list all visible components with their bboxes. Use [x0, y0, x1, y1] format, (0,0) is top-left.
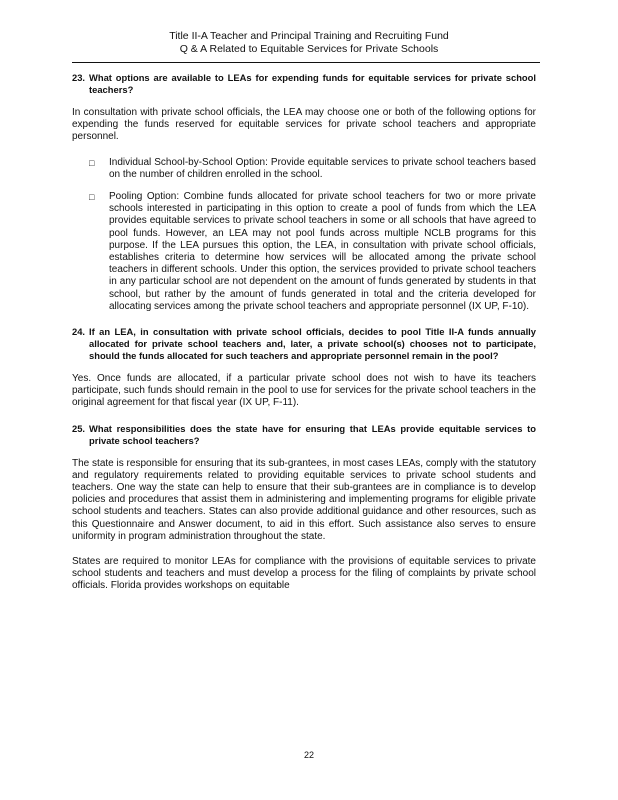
- header-title-line2: Q & A Related to Equitable Services for Private Schools: [179, 43, 439, 55]
- question-number: 25.: [72, 422, 86, 434]
- question-text: What responsibilities does the state have for ensuring that LEAs provide equitable services to private school teachers?: [89, 422, 536, 446]
- question-text: What options are available to LEAs for expending funds for equitable services for private school teachers?: [89, 72, 536, 95]
- question-23: [72, 72, 536, 96]
- question-24: [72, 326, 536, 362]
- question-number: 24.: [72, 326, 86, 338]
- question-text: If an LEA, in consultation with private school officials, decides to pool Title II-A funds annually allocated for private school teachers and, later, a private school(s) chooses not to participate, should the funds allocated for such teachers and appropriate personnel remain in the pool?: [89, 326, 536, 362]
- answer-23-intro: In consultation with private school officials, the LEA may choose one or both of the following options for expending the funds reserved for equitable services for private school teachers and appropriate personnel.: [72, 107, 536, 143]
- list-item-text: Individual School-by-School Option: Provide equitable services to private school teachers based on the number of children enrolled in the school.: [109, 156, 536, 180]
- page-content: [72, 72, 536, 606]
- question-25: [72, 423, 536, 447]
- header-title-line1: Title II-A Teacher and Principal Training and Recruiting Fund: [169, 30, 449, 42]
- answer-25-paragraph-2: States are required to monitor LEAs for compliance with the provisions of equitable services to private school students and teachers and must develop a process for the filing of complaints by private school officials. Florida provides workshops on equitable: [72, 556, 536, 592]
- page-number: 22: [303, 750, 314, 760]
- question-number: 23.: [72, 72, 86, 83]
- bullet-box-icon: □: [89, 192, 95, 203]
- header-divider: [72, 62, 540, 63]
- bullet-box-icon: □: [89, 157, 95, 168]
- list-item: [72, 157, 536, 181]
- list-item: [72, 191, 536, 313]
- answer-24: Yes. Once funds are allocated, if a particular private school does not wish to have its teachers participate, such funds should remain in the pool to use for services for the private school teachers in the original agreement for that fiscal year (IX UP, F-11).: [72, 373, 536, 409]
- answer-23-options-list: [72, 157, 536, 313]
- answer-25-paragraph-1: The state is responsible for ensuring that its sub-grantees, in most cases LEAs, comply with the statutory and regulatory requirements related to providing equitable services to private school students and teachers. One way the state can help to ensure that their sub-grantees are in compliance is to develop policies and procedures that assist them in administering and implementing programs for eligible private school students and teachers. States can also provide additional guidance and other resources, such as this Questionnaire and Answer document, to aid in this effort. Such assistance also serves to ensure uniformity in program administration throughout the state.: [72, 457, 536, 542]
- page-header: [0, 30, 618, 56]
- list-item-text: Pooling Option: Combine funds allocated for private school teachers for two or more private schools interested in participating in this option to create a pool of funds from which the LEA provides equitable services to private school teachers in some or all schools that have agreed to pool funds. However, an LEA may not pool funds across multiple NCLB programs for this purpose. If the LEA pursues this option, the LEA, in consultation with private school officials, establishes criteria to determine how services will be allocated among the private school teachers in different schools. Under this option, the services provided to private school teachers in any particular school are not dependent on the amount of funds generated by students in that school, but rather by the amount of funds generated in total and the criteria developed for allocating services among the private school teachers and appropriate personnel (IX UP, F-10).: [109, 191, 536, 312]
